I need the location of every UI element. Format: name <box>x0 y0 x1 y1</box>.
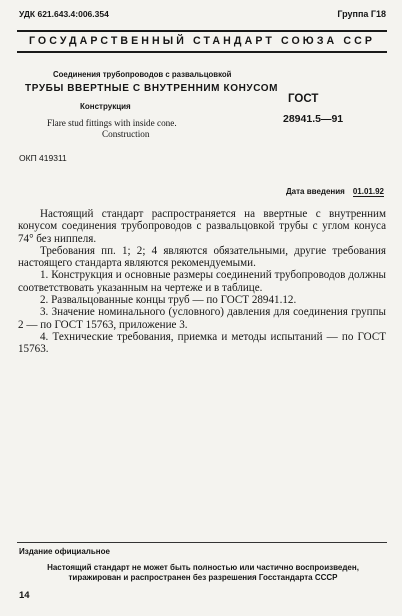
subtitle-connections: Соединения трубопроводов с развальцовкой <box>53 70 232 79</box>
group-code: Группа Г18 <box>337 9 386 19</box>
page-number: 14 <box>19 590 30 601</box>
footer-rule <box>17 542 387 543</box>
english-title-line1: Flare stud fittings with inside cone. <box>47 118 177 128</box>
paragraph-item-3: 3. Значение номинального (условного) давления для соединения группы 2 — по ГОСТ 15763, приложение 3. <box>18 306 386 331</box>
udk-code: УДК 621.643.4:006.354 <box>19 9 109 19</box>
english-title-line2: Construction <box>102 129 150 139</box>
introduction-date-label: Дата введения <box>285 187 345 196</box>
top-rule <box>17 30 387 32</box>
official-edition: Издание официальное <box>19 547 110 556</box>
copyright-line1: Настоящий стандарт не может быть полностью или частично воспроизведен, <box>47 563 359 572</box>
paragraph-item-1: 1. Конструкция и основные размеры соединений трубопроводов должны соответствовать указанным на чертеже и в таблице. <box>18 269 386 294</box>
body-text <box>18 208 386 356</box>
title-rule <box>17 51 387 53</box>
introduction-date-value: 01.01.92 <box>352 187 384 196</box>
paragraph-requirements: Требования пп. 1; 2; 4 являются обязательными, другие требования настоящего стандарта являются рекомендуемыми. <box>18 244 386 270</box>
paragraph-scope: Настоящий стандарт распространяется на ввертные с внутренним конусом соединения трубопроводов с развальцовкой трубы с углом конуса 74° без ниппеля. <box>18 208 386 245</box>
introduction-date <box>286 187 384 197</box>
copyright-notice <box>18 563 388 583</box>
document-title: ТРУБЫ ВВЕРТНЫЕ С ВНУТРЕННИМ КОНУСОМ <box>25 83 279 94</box>
okp-code: ОКП 419311 <box>19 153 67 163</box>
paragraph-item-4: 4. Технические требования, приемка и методы испытаний — по ГОСТ 15763. <box>18 330 386 356</box>
subtitle-construction: Конструкция <box>80 102 131 111</box>
paragraph-item-2: 2. Развальцованные концы труб — по ГОСТ 28941.12. <box>40 294 297 307</box>
gost-number: 28941.5—91 <box>283 113 344 125</box>
copyright-line2: тиражирован и распространен без разрешения Госстандарта СССР <box>68 573 338 582</box>
gost-label: ГОСТ <box>288 93 319 105</box>
state-standard-title: ГОСУДАРСТВЕННЫЙ СТАНДАРТ СОЮЗА ССР <box>28 35 376 47</box>
